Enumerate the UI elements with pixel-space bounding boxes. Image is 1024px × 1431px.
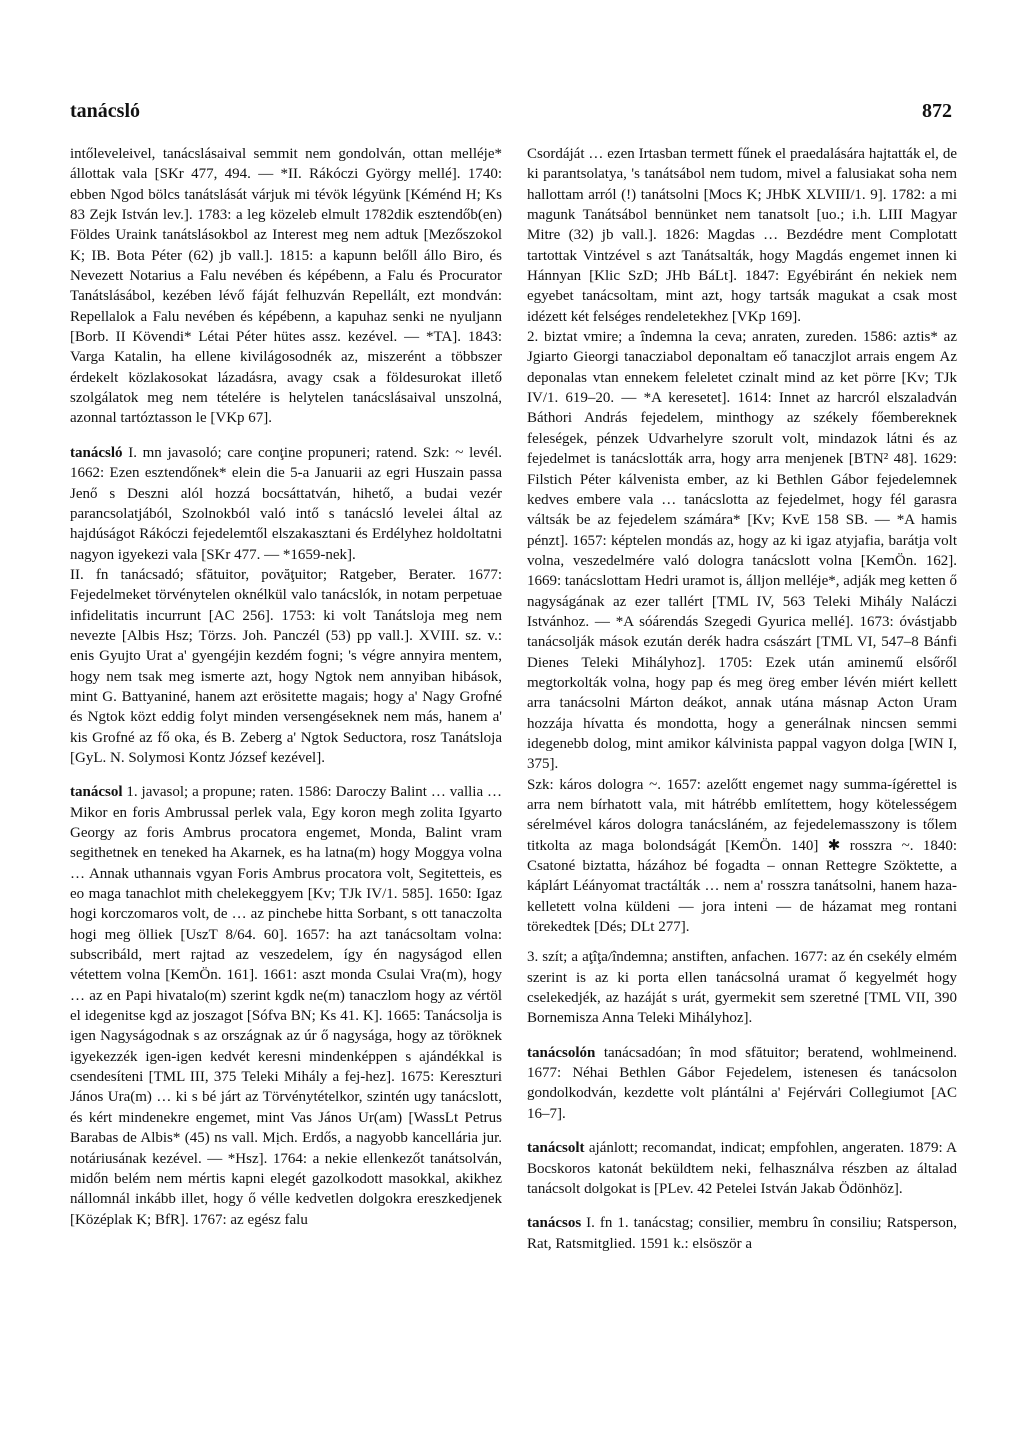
entry-headword: tanácsló: [70, 444, 123, 461]
entry-sense: II. fn tanácsadó; sfătuitor, povăţuitor; Ratgeber, Berater. 1677: Fejedelmeket törvénytelen oknélkül valo tanácslók, in notam perpetuae infidelitatis incurrunt [AC 256]. 1753: ki volt Tanátsloja meg nem nevezte [Albis Hsz; Törzs. Joh. Panczél (53) pp vall.]. XVIII. sz. v.: enis Gyujto Urat a' gyengéjin kezdém fogni; 's végre annyira mentem, hogy nem tsak meg ismerte azt, hogy Ngtok nem annyiban hibások, mint G. Battyaniné, hanem azt erösitette magais; hogy a' Nagy Grofné és Ngtok közt eddig folyt minden versengéseknek nem más, hanem a' kis Grofné az fő oka, és B. Zeberg a' Ngtok Seductora, rosz Tanátsloja [GyL. N. Solymosi Kontz József kezével].: [70, 566, 502, 766]
right-column: [527, 144, 957, 1254]
entry-phrase: Szk: káros dologra ~. 1657: azelőtt engemet nagy summa-ígérettel is arra nem bírhatott vala, mit hátrébb említettem, hogy kötelességem sérelmével káros dologra tanácsláném, az fejedelemasszony is tőlem titkolta az maga bolondságát [KemÖn. 140] ✱ rosszra ~. 1840: Csatoné biztatta, házához bé fogadta – onnan Rettegre Szöktette, a káplárt Léányomat tractálták … nem a' rosszra tanátsolni, hanem haza-kelletett volna küldeni — jora inteni — de házamat meg rontani törekedtek [Dés; DLt 277].: [527, 776, 957, 936]
entry-headword: tanácsos: [527, 1215, 582, 1232]
entry-tanacsos: [527, 1213, 957, 1254]
page-number: 872: [922, 100, 952, 122]
entry-body: I. mn javasoló; care conţine propuneri; ratend. Szk: ~ levél. 1662: Ezen esztendőnek* elein die 5-a Januarii az egri Huszain passa Jenő s Deszni alól hozzá bocsáttatván, hihető, a budai vezér parancsolatjából, Szolnokból való intő s tanácsló levelei által az hajdúságot Rákóczi fejedelemtől elszakasztani és Erdélyhez holdoltatni nagyon igyekezi vala [SKr 477. — *1659-nek].: [70, 444, 502, 563]
entry-sense: 3. szít; a aţîţa/îndemna; anstiften, anfachen. 1677: az én csekély elmém szerint is az ki porta ellen tanácsolná uramat ő kegyelmét hogy cselekedjék, az hazáját s urát, gyermekit sem szeretné [TML VII, 390 Bornemisza Anna Teleki Mihályhoz].: [527, 949, 957, 1027]
left-column: [70, 144, 502, 1230]
entry-tanacsolt: [527, 1138, 957, 1199]
running-headword: tanácsló: [70, 100, 140, 122]
entry-body: tanácsadóan; în mod sfătuitor; beratend, wohlmeinend. 1677: Néhai Bethlen Gábor Fejedelem, istenesen és tanácsolon gondolkodván, kezdette volt plántálni a' Fejérvári Collegiumot [AC 16–7].: [527, 1044, 957, 1122]
entry-body: ajánlott; recomandat, indicat; empfohlen, angeraten. 1879: A Bocskoros katonát beküldtem neki, felhasználva részben az általad tanácsolt dolgokat is [PLev. 42 Petelei István Jakab Ödönhöz].: [527, 1140, 958, 1197]
entry-headword: tanácsolt: [527, 1140, 585, 1157]
entry-continuation: Csordáját … ezen Irtasban termett fűnek el praedalására hajtatták el, de ki parantsolatya, 's tanátsábol nem tudom, mivel a falusiakat soha nem hallottam arról (!) tanátsolni [Mocs K; JHbK XLVIII/1. 9]. 1782: a mi magunk Tanátsábol bennünket nem tanatsolt [uo.; i.h. LIII Magyar Mitre (32) jb vall.]. 1826: Magdas … Bezdédre ment Complotatt tartottak Vintzével s azt Tanátsalták, hogy Magdás engemet innen ki Hánnyan [Klic SzD; JHb BáLt]. 1847: Egyébiránt én nekiek nem egyebet tanácsoltam, mint azt, hogy tartsák magukat a csak most idézett két felséges rendeletekhez [VKp 169].: [527, 146, 957, 325]
entry-sense: 2. biztat vmire; a îndemna la ceva; anraten, zureden. 1586: aztis* az Jgiarto Gieorgi tanacziabol deponaltam eő tanaczjlot arrais engem Az deponalas vtan ennekem feleletet czinalt mind az ket pörre [Kv; TJk IV/1. 619–20. — *A keresetet]. 1614: Innet az harcról elszaladván Báthori András fejedelem, minthogy az székely főembereknek feleségek, pénzek Udvarhelyre szorult volt, mindazok látni és az fejedelmet is tanácslották arra, hogy arra menjenek [BTN² 48]. 1629: Filstich Péter kálvenista ember, az ki Bethlen Gábor fejedelemnek kedves embere vala … tanácslotta az fejedelmet, hogy fél garasra váltsák be az fejedelem számára* [Kv; KvE 158 SB. — *A hamis pénzt]. 1657: képtelen mondás az, hogy az ki igaz atyjafia, barátja volt volna, veszedelmére való dologra tanácslott volna [KemÖn. 162]. 1669: tanácslottam Hedri uramot is, álljon melléje*, adják meg ketten ő nagyságának az ezer tallért [TML IV, 563 Teleki Mihály Naláczi Istvánhoz. — *A sóárendás Szegedi Gyurica mellé]. 1673: óvástjabb tanácsolják mások ezután derék hadra császárt [TML VI, 547–8 Bánfi Dienes Teleki Mihályhoz]. 1705: Ezek után aminemű elsőről megtorkolták volna, hogy pap és meg öreg ember lévén miért kellett arra tanácsolni Márton deákot, annak utána másnap Acton Uram hozzája hívatta és mondotta, hogy a generálnak nincsen semmi idegenebb dolog, mint amikor kálvinista pappal vagyon dolga [WIN I, 375].: [527, 329, 957, 773]
entry-headword: tanácsol: [70, 784, 123, 801]
entry-headword: tanácsolón: [527, 1044, 596, 1061]
entry-body: 1. javasol; a propune; raten. 1586: Daroczy Balint … vallia … Mikor en foris Ambrussal perlek vala, Egy koron megh zolita Igyarto Georgy az foris Ambrus procatora engemet, Monda, Balint vram segithetnek en teneked ha Akarnek, es ha latna(m) hogy Moggya volna … Annak uthannais vgyan Foris Ambrus procatora volt, Segitetteis, es eo maga tanachlot mith chelekeggyem [Kv; TJk IV/1. 585]. 1650: Igaz hogi korczomaros volt, de … az pinchebe hitta Sorbant, s ott tanaczolta hogi meg ölliek [UszT 8/64. 60]. 1657: ha azt tanácsoltam volna: subscribáld, mert rajtad az veszedelem, így én nagyságod ellen vétettem volna [KemÖn. 161]. 1661: aszt monda Csulai Vra(m), hogy … az en Papi hivatalo(m) szerint kgdk ne(m) tanaczlom hogy az vértöl el idegenitse kgd az joszagot [Sófva BN; Ks 41. K]. 1665: Tanácsolja is igen Nagyságodnak s az országnak az úr ő nagysága, hogy az töröknek igyekezzék igen-igen kedvét keresni mindenképpen s ajándékkal is csendesíteni [TML III, 375 Teleki Mihály a fej-hez]. 1675: Kereszturi János Ura(m) … ki s bé járt az Törvénytételkor, szintén ugy tanácslott, és kért mindenekre engemet, mint Vas János Ur(am) [WassLt Petrus Barabas de Albis* (45) ns vall. Mịch. Erdős, a nagyobb kancellária jur. notáriusának kezével. — *Hsz]. 1764: a nekie ellenkezőt tanátsolván, midőn belém nem mértis kapni elegét gazolkodott masokkal, akikhez nállomnál inkább illet, hogy ő vélle kedvetlen dolgokra ereszkedjenek [Középlak K; BfR]. 1767: az egész falu: [70, 784, 503, 1228]
entry-tanacsolon: [527, 1043, 957, 1124]
entry-tanacslo: [70, 443, 502, 565]
entry-body: I. fn 1. tanácstag; consilier, membru în consiliu; Ratsperson, Rat, Ratsmitglied. 1591 k.: elsöször a: [527, 1215, 957, 1252]
entry-continuation: intőleveleivel, tanácslásaival semmit nem gondolván, ottan melléje* állottak vala [SKr 477, 494. — *II. Rákóczi György mellé]. 1740: ebben Ngod bölcs tanátslását várjuk mi tévök légyünk [Kéménd H; Ks 83 Zejk István lev.]. 1783: a leg közeleb elmult 1782dik esztendőb(en) Földes Uraink tanátslásokbol az Interest meg nem adtuk [Mezőszokol K; IB. Bota Péter (62) jb vall.]. 1815: a kapunn belőll állo Biro, és Nevezett Notarius a Falu nevében és képébenn, a Falu és Procurator Tanátslásábol, kezében lévő fáját felhuzván Repellált, ezt mondván: Repellalok a Falu nevében és képébenn, a kapuhaz senki ne nyuljann [Borb. II Kövendi* Létai Péter hütes assz. kezével. — *TA]. 1843: Varga Katalin, ha ellene kivilágosodnék az, miszerént a többszer érdekelt közlakosokat lázadásra, avagy csak a földesurokat illető szolgálatok meg nem tételére is helytelen tanácslásaival unszolná, azonnal tartóztasson le [VKp 67].: [70, 146, 502, 427]
entry-tanacsol: [70, 782, 502, 1230]
